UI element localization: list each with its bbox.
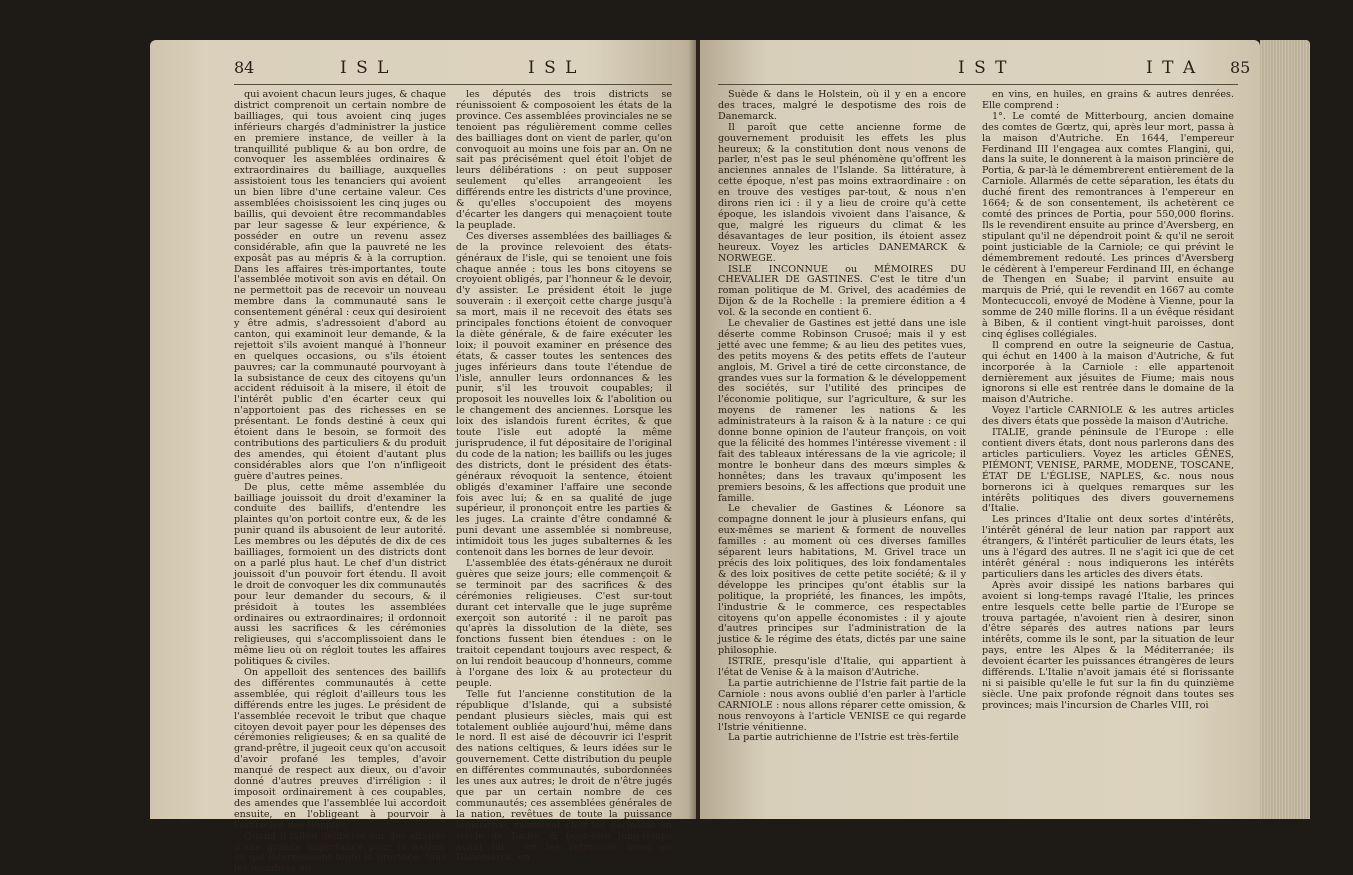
paragraph: Le chevalier de Gastines & Léonore sa compagne donnent le jour à plusieurs enfans, qui eux-mêmes se marient & forment de nouvelles familles : au moment où ces diverses familles séparent leurs habitations, M. Grivel trace un précis des loix politiques, des loix fondamentales & des loix positives de cette petite société; & il y développe les principes qu'ont établis sur la politique, la propriété, les finances, les impôts, l'industrie & le commerce, ces respectables citoyens qu'on appelle économistes : il y ajoute d'autres principes sur l'administration de la justice & le régime des états, dictés par une saine philosophie. xyxy=(718,503,966,657)
paragraph: Suède & dans le Holstein, où il y en a encore des traces, malgré le despotisme des rois de Danemarck. xyxy=(718,89,966,122)
left-header-rule xyxy=(234,84,672,85)
right-page-number: 85 xyxy=(1230,58,1251,77)
paragraph: Quand il falloit délibérer sur des affaires d'une grande importance pour la nation, ou qui intéressoient toute la province, tous les membres ou xyxy=(234,830,446,875)
paragraph: qui avoient chacun leurs juges, & chaque district comprenoit un certain nombre de bailliages, qui tous avoient cinq juges inférieurs chargés d'administrer la justice en premiere instance, de veiller à la tranquillité publique & au bon ordre, de convoquer les assemblées ordinaires & extraordinaires du bailliage, auxquelles assistoient tous les tenanciers qui avoient un bien libre d'une certaine valeur. Ces assemblées choisissoient les cinq juges ou baillis, qui devoient être recommandables par leur sagesse & leur expérience, & posséder en outre un revenu assez considérable, afin que la pauvreté ne les exposât pas au mépris & à la corruption. Dans les affaires très-importantes, toute l'assemblée motivoit son avis en détail. On ne permettoit pas de recevoir un nouveau membre dans la communauté sans le consentement général : ceux qui desiroient y être admis, s'adressoient d'abord au canton, qui examinoit leur demande, & la rejettoit s'ils avoient manqué à l'honneur en quelques occasions, ou s'ils étoient pauvres; car la communauté pourvoyant à la subsistance de ceux des citoyens qu'un accident réduisoit à la misere, il étoit de l'intérêt public d'en écarter ceux qui n'apportoient pas des richesses en se présentant. Le fonds destiné à ceux qui étoient dans le besoin, se formoit des contributions des particuliers & du produit des amendes, qui étoient d'autant plus considérables alors que l'on n'infligeoit guère d'autres peines. xyxy=(234,89,446,482)
paragraph: ITALIE, grande péninsule de l'Europe : elle contient divers états, dont nous parlerons dans des articles particuliers. Voyez les articles GÊNES, PIÉMONT, VENISE, PARME, MODENE, TOSCANE, ÉTAT DE L'ÉGLISE, NAPLES, &c. nous nous bornerons ici à quelques remarques sur les intérêts politiques des divers gouvernemens d'Italie. xyxy=(982,427,1234,515)
paragraph: Après avoir dissipé les nations barbares qui avoient si long-temps ravagé l'Italie, les princes entre lesquels cette belle partie de l'Europe se trouva partagée, n'avoient rien à desirer, sinon d'être séparés des autres nations par leurs intérêts, comme ils le sont, par la situation de leur pays, entre les Alpes & la Méditerranée; ils devoient écarter les puissances étrangères de leurs différends. L'Italie n'avoit jamais été si florissante ni si paisible qu'elle le fut sur la fin du quinzième siècle. Une paix profonde régnoit dans toutes ses provinces; mais l'incursion de Charles VIII, roi xyxy=(982,579,1234,711)
paragraph: Telle fut l'ancienne constitution de la république d'Islande, qui a subsisté pendant plusieurs siècles, mais qui est totalement oubliée aujourd'hui, même dans le nord. Il est aisé de découvrir ici l'esprit des nations celtiques, & leurs idées sur le gouvernement. Cette distribution du peuple en différentes communautés, subordonnées les unes aux autres; le droit de n'être jugés que par un certain nombre de ces communautés; ces assemblées générales de la nation, revêtues de toute la puissance législative, existoient chez les germains au siècle de Tacite, & peut-être long-temps avant lui : on les retrouvoit aussi en Danemarck, en xyxy=(456,688,672,864)
paragraph: Le chevalier de Gastines est jetté dans une isle déserte comme Robinson Crusoé; mais il y est jetté avec une femme; & au lieu des petites vues, des petits moyens & des petits effets de l'auteur anglois, M. Grivel a tiré de cette circonstance, de grandes vues sur la formation & le développement des sociétés, sur l'utilité des principes de l'économie politique, sur l'agriculture, & sur les moyens de ramener les nations & les administrateurs à la raison & à la nature : ce qui donne bonne opinion de l'auteur françois, on voit que la félicité des hommes l'intéresse vivement : il fait des tableaux intéressans de la vie agricole; il montre le bonheur dans des mœurs simples & honnêtes; dans les travaux qu'imposent les premiers besoins, & les affections que produit une famille. xyxy=(718,318,966,504)
paragraph: De plus, cette même assemblée du bailliage jouissoit du droit d'examiner la conduite des baillifs, d'entendre les plaintes qu'on portoit contre eux, & de les punir quand ils abusoient de leur autorité. Les membres ou les députés de dix de ces bailliages, formoient un des districts dont on a parlé plus haut. Le chef d'un district jouissoit d'un pouvoir fort étendu. Il avoit le droit de convoquer les dix communautés pour leur demander du secours, & il présidoit à toutes les assemblées ordinaires ou extraordinaires; il ordonnoit aussi les sacrifices & les cérémonies religieuses, qui s'accomplissoient dans le même lieu où on régloit toutes les affaires politiques & civiles. xyxy=(234,481,446,668)
right-header-right: I T A xyxy=(1146,58,1198,78)
paragraph: 1°. Le comté de Mitterbourg, ancien domaine des comtes de Gœrtz, qui, après leur mort, passa à la maison d'Autriche. En 1644, l'empereur Ferdinand III l'engagea aux comtes Flangini, qui, dans la suite, le donnerent à la maison princière de Portia, & par-là le démembrerent entièrement de la Carniole. Allarmés de cette séparation, les états du duché firent des remontrances à l'empereur en 1664; & de son consentement, ils achetèrent ce comté des princes de Portia, pour 550,000 florins. Ils le revendirent ensuite au prince d'Aversberg, en stipulant qu'il ne dépendroit point & qu'il ne seroit point justiciable de la Carniole; ce qui prévint le démembrement redouté. Les princes d'Aversberg le cédèrent à l'empereur Ferdinand III, en échange de Thengen en Suabe; il parvint ensuite au marquis de Prié, qui le revendit en 1667 au comte Montecuccoli, envoyé de Modène à Vienne, pour la somme de 240 mille florins. Il a un évêque résidant à Biben, & il contient vingt-huit paroisses, dont cinq églises collégiales. xyxy=(982,110,1234,340)
left-page-number: 84 xyxy=(234,58,255,77)
left-header-left: I S L xyxy=(340,58,391,78)
paragraph: La partie autrichienne de l'Istrie fait partie de la Carniole : nous avons oublié d'en parler à l'article CARNIOLE : nous allons réparer cette omission, & nous renvoyons à l'article VENISE ce qui regarde l'Istrie vénitienne. xyxy=(718,677,966,733)
right-page xyxy=(700,40,1260,819)
paragraph: ISLE INCONNUE ou MÉMOIRES DU CHEVALIER DE GASTINES. C'est le titre d'un roman politique de M. Grivel, des académies de Dijon & de la Rochelle : la premiere édition a 4 vol. & la seconde en contient 6. xyxy=(718,263,966,319)
page-edges xyxy=(1260,40,1310,819)
paragraph: Il comprend en outre la seigneurie de Castua, qui échut en 1400 à la maison d'Autriche, & fut incorporée à la Carniole : elle appartenoit dernièrement aux jésuites de Fiume; mais nous ignorons si elle est rentrée dans le domaine de la maison d'Autriche. xyxy=(982,339,1234,406)
left-column-1 xyxy=(234,89,446,875)
open-book xyxy=(150,40,1310,875)
left-page xyxy=(150,40,696,875)
paragraph: On appelloit des sentences des baillifs des différentes communautés à cette assemblée, qui régloit d'ailleurs tous les différends entre les juges. Le président de l'assemblée recevoit le tribut que chaque citoyen devoit payer pour les dépenses des cérémonies religieuses; & en sa qualité de grand-prêtre, il jugeoit ceux qu'on accusoit d'avoir profané les temples, d'avoir manqué de respect aux dieux, ou d'avoir donné d'autres preuves d'irréligion : il imposoit ordinairement à ces coupables, des amendes que l'assemblée lui accordoit ensuite, en l'obligeant à pourvoir à l'entretien des temples. xyxy=(234,667,446,831)
right-header-rule xyxy=(718,84,1238,85)
paragraph: Ces diverses assemblées des bailliages & de la province relevoient des états-généraux de l'isle, qui se tenoient une fois chaque année : tous les bons citoyens se croyoient obligés, par l'honneur & le devoir, d'y assister. Le président étoit le juge souverain : il exerçoit cette charge jusqu'à sa mort, mais il ne recevoit des états ses principales fonctions étoient de convoquer la diète générale, & de faire exécuter les loix; il pouvoit examiner en présence des états, & casser toutes les sentences des juges inférieurs dans toute l'étendue de l'isle, annuller leurs ordonnances & les punir, s'il les trouvoit coupables; il proposoit les nouvelles loix & l'abolition ou le changement des anciennes. Lorsque les loix des islandois furent écrites, & que toute l'isle eut adopté la même jurisprudence, il fut dépositaire de l'original du code de la nation; les baillifs ou les juges des districts, dont le président des états-généraux révoquoit la sentence, étoient obligés d'examiner l'affaire une seconde fois avec lui; & en sa qualité de juge supérieur, il prononçoit entre les parties & les juges. La crainte d'être condamné & puni devant une assemblée si nombreuse, intimidoit tous les juges subalternes & les contenoit dans les bornes de leur devoir. xyxy=(456,230,672,559)
paragraph: Voyez l'article CARNIOLE & les autres articles des divers états que possède la maison d'Autriche. xyxy=(982,405,1234,428)
paragraph: ISTRIE, presqu'isle d'Italie, qui appartient à l'état de Venise & à la maison d'Autriche. xyxy=(718,656,966,679)
right-column-2 xyxy=(982,90,1234,810)
paragraph: L'assemblée des états-généraux ne duroit guères que seize jours; elle commençoit & se terminoit par des sacrifices & des cérémonies religieuses. C'est sur-tout durant cet intervalle que le juge suprême exerçoit son autorité : il ne paroît pas qu'après la dissolution de la diète, ses fonctions fussent bien étendues : on le traitoit cependant toujours avec respect, & on lui rendoit beaucoup d'honneurs, comme à l'organe des loix & au protecteur du peuple. xyxy=(456,557,672,689)
left-column-2 xyxy=(456,89,672,864)
paragraph: les députés des trois districts se réunissoient & composoient les états de la province. Ces assemblées provinciales ne se tenoient pas régulièrement comme celles des bailliages dont on vient de parler, qu'on convoquoit au moins une fois par an. On ne sait pas précisément quel étoit l'objet de leurs délibérations : on peut supposer seulement qu'elles arrangeoient les différends entre les districts d'une province, & qu'elles s'occupoient des moyens d'écarter les dangers qui menaçoient toute la peuplade. xyxy=(456,89,672,231)
right-column-1 xyxy=(718,90,966,810)
left-header-right: I S L xyxy=(528,58,579,78)
paragraph: Les princes d'Italie ont deux sortes d'intérêts, l'intérêt général de leur nation par rapport aux étrangers, & l'intérêt particulier de leurs états, les uns à l'égard des autres. Il ne s'agit ici que de cet intérêt général : nous indiquerons les intérêts particuliers dans les articles des divers états. xyxy=(982,514,1234,580)
paragraph: en vins, en huiles, en grains & autres denrées. Elle comprend : xyxy=(982,89,1234,111)
paragraph: Il paroît que cette ancienne forme de gouvernement produisit les effets les plus heureux; & la constitution dont nous venons de parler, n'est pas le seul phénomène qu'offrent les anciennes annales de l'Islande. Sa littérature, à cette époque, n'est pas moins extraordinaire : on en trouve des vestiges par-tout, & nous n'en dirons rien ici : il y a lieu de croire qu'à cette époque, les islandois vivoient dans l'aisance, & que, malgré les rigueurs du climat & les désavantages de leur position, ils étoient assez heureux. Voyez les articles DANEMARCK & NORWEGE. xyxy=(718,121,966,264)
right-header-left: I S T xyxy=(958,58,1009,78)
paragraph: La partie autrichienne de l'Istrie est très-fertile xyxy=(728,732,959,744)
